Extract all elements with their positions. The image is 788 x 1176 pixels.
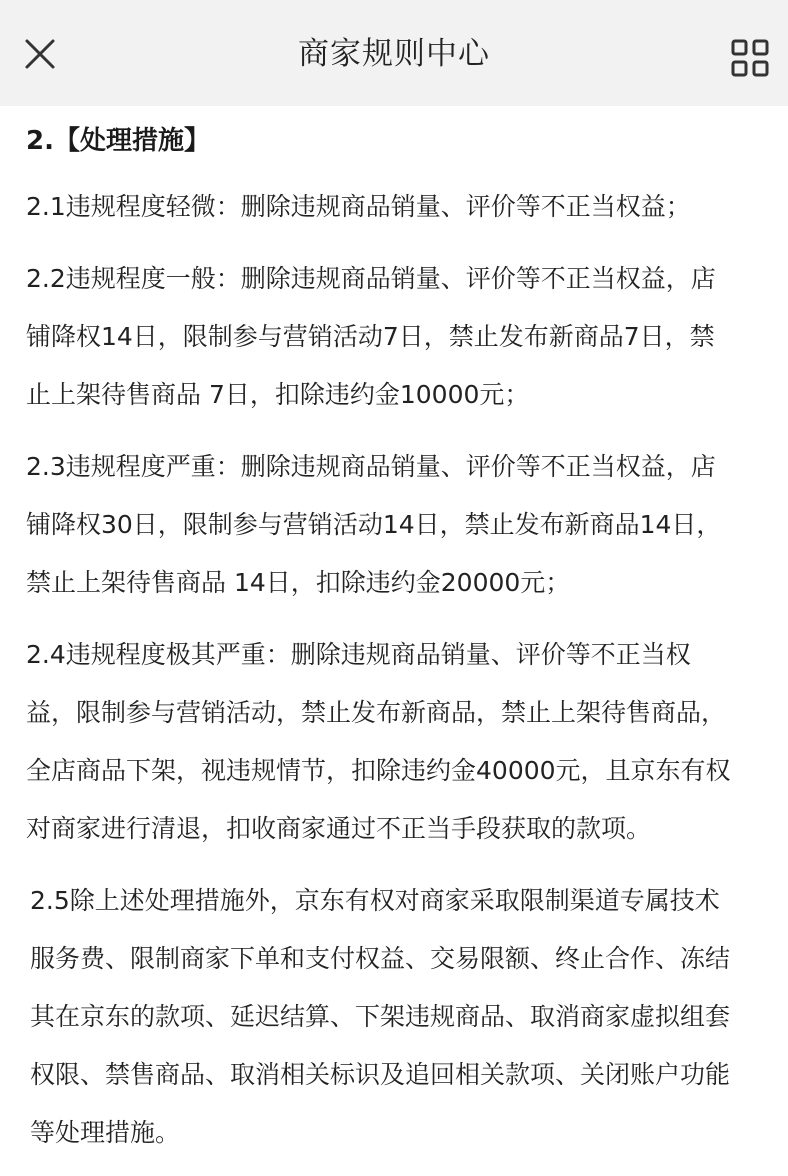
paragraph-line: 2.3违规程度严重：删除违规商品销量、评价等不正当权益，店 — [26, 452, 716, 481]
rule-paragraph-2-3 — [26, 438, 786, 612]
paragraph-line: 全店商品下架，视违规情节，扣除违约金40000元，且京东有权 — [26, 756, 731, 785]
article-content — [26, 112, 786, 1176]
paragraph-line: 其在京东的款项、延迟结算、下架违规商品、取消商家虚拟组套 — [30, 1002, 731, 1031]
paragraph-line: 铺降权30日，限制参与营销活动14日，禁止发布新商品14日， — [26, 510, 722, 539]
section-heading: 2.【处理措施】 — [26, 126, 210, 156]
paragraph-line: 止上架待售商品 7日，扣除违约金10000元； — [26, 380, 530, 409]
paragraph-line: 禁止上架待售商品 14日，扣除违约金20000元； — [26, 568, 571, 597]
menu-button[interactable] — [720, 28, 780, 88]
paragraph-line: 权限、禁售商品、取消相关标识及追回相关款项、关闭账户功能 — [30, 1060, 731, 1089]
grid-menu-icon — [730, 38, 770, 78]
paragraph-line: 等处理措施。 — [30, 1118, 181, 1147]
rule-paragraph-2-1 — [26, 178, 786, 236]
paragraph-line: 2.5除上述处理措施外，京东有权对商家采取限制渠道专属技术 — [30, 886, 720, 915]
paragraph-line: 益，限制参与营销活动，禁止发布新商品，禁止上架待售商品， — [26, 698, 727, 727]
paragraph-line: 2.1违规程度轻微：删除违规商品销量、评价等不正当权益； — [26, 192, 691, 221]
paragraph-line: 2.2违规程度一般：删除违规商品销量、评价等不正当权益，店 — [26, 264, 716, 293]
paragraph-line: 服务费、限制商家下单和支付权益、交易限额、终止合作、冻结 — [30, 944, 731, 973]
page-title: 商家规则中心 — [298, 36, 490, 72]
rule-paragraph-2-2 — [26, 250, 786, 424]
top-navigation-bar — [0, 0, 788, 106]
rule-paragraph-2-4 — [26, 626, 786, 858]
paragraph-line: 2.4违规程度极其严重：删除违规商品销量、评价等不正当权 — [26, 640, 691, 669]
rule-paragraph-2-5 — [26, 872, 786, 1162]
paragraph-line: 对商家进行清退，扣收商家通过不正当手段获取的款项。 — [26, 814, 652, 843]
paragraph-line: 铺降权14日，限制参与营销活动7日，禁止发布新商品7日，禁 — [26, 322, 715, 351]
